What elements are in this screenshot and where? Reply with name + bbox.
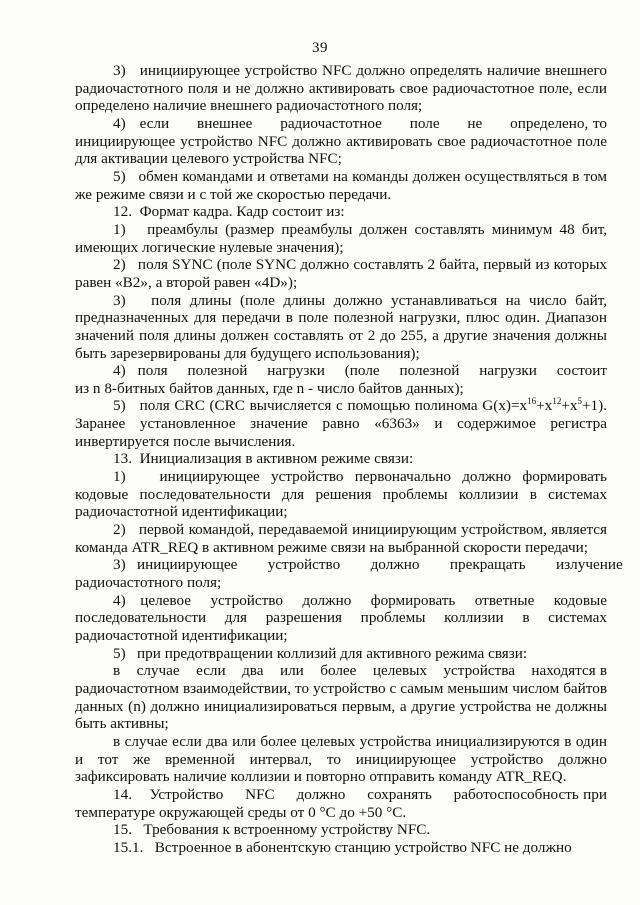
paragraph: 4) целевое устройство должно формировать ответные кодовые последовательности для разрешения проблемы коллизии в системах радиочастотной идентификации; [75, 591, 607, 644]
paragraph: 2) первой командой, передаваемой инициирующим устройством, является команда ATR_REQ в активном режиме связи на выбранной скорости передачи; [75, 521, 607, 556]
paragraph: в случае если два или более целевых устройства инициализируются в один и тот же временной интервал, то инициирующее устройство должно зафиксировать наличие коллизии и повторно отправить команду ATR_REQ. [75, 732, 607, 786]
section-heading: 12. Формат кадра. Кадр состоит из: [113, 203, 345, 221]
crc-exponent: 16 [527, 396, 537, 407]
paragraph: 3) инициирующее устройство должно прекращать излучение радиочастотного поля; [75, 556, 623, 592]
paragraph: 3) поля длины (поле длины должно устанавливаться на число байт, предназначенных для передачи в поле полезной нагрузки, плюс один. Диапазон значений поля длины должен составлять от 2 до 255, а другие значения должны быть зарезервированы для будущего использования); [75, 291, 607, 362]
paragraph: 3) инициирующее устройство NFC должно определять наличие внешнего радиочастотного поля и не должно активировать свое радиочастотное поле, если определено наличие внешнего радиочастотного поля; [75, 62, 607, 115]
paragraph: в случае если два или более целевых устройства находятся в радиочастотном взаимодействии, то устройство с самым меньшим числом байтов данных (n) должно инициализироваться первым, а другие устройства не должны быть активны; [75, 662, 607, 733]
paragraph: 15.1. Встроенное в абонентскую станцию устройство NFC не должно [113, 838, 572, 856]
crc-plus: +x [561, 397, 578, 415]
section-heading: 14. Устройство NFC должно сохранять работоспособность при температуре окружающей среды от 0 °C до +50 °C. [75, 785, 607, 821]
paragraph: 1) инициирующее устройство первоначально должно формировать кодовые последовательности для решения проблемы коллизии в системах радиочастотной идентификации; [75, 468, 607, 521]
section-heading: 15. Требования к встроенному устройству NFC. [113, 821, 431, 839]
section-heading: 13. Инициализация в активном режиме связи: [113, 450, 414, 468]
crc-lead: 5) поля CRC (CRC вычисляется с помощью полинома G(x)=x [113, 397, 528, 415]
crc-tail: +1). Заранее установленное значение равно «6363» и содержимое регистра инвертируется после вычисления. [75, 397, 607, 450]
paragraph: 5) обмен командами и ответами на команды должен осуществляться в том же режиме связи и с той же скоростью передачи. [75, 167, 607, 203]
crc-exponent: 5 [577, 396, 582, 407]
paragraph: 5) при предотвращении коллизий для активного режима связи: [113, 644, 528, 662]
paragraph: 4) поля полезной нагрузки (поле полезной нагрузки состоит из n 8-битных байтов данных, где n - число байтов данных); [75, 362, 607, 397]
crc-exponent: 12 [552, 396, 562, 407]
crc-plus: +x [536, 397, 553, 415]
paragraph: 1) преамбулы (размер преамбулы должен составлять минимум 48 бит, имеющих логические нулевые значения); [75, 220, 607, 256]
crc-paragraph [75, 397, 607, 450]
body-text [75, 62, 623, 857]
paragraph: 2) поля SYNC (поле SYNC должно составлять 2 байта, первый из которых равен «B2», а второй равен «4D»); [75, 256, 607, 291]
paragraph: 4) если внешнее радиочастотное поле не определено, то инициирующее устройство NFC должно активировать свое радиочастотное поле для активации целевого устройства NFC; [75, 114, 607, 168]
page-number: 39 [312, 40, 328, 56]
